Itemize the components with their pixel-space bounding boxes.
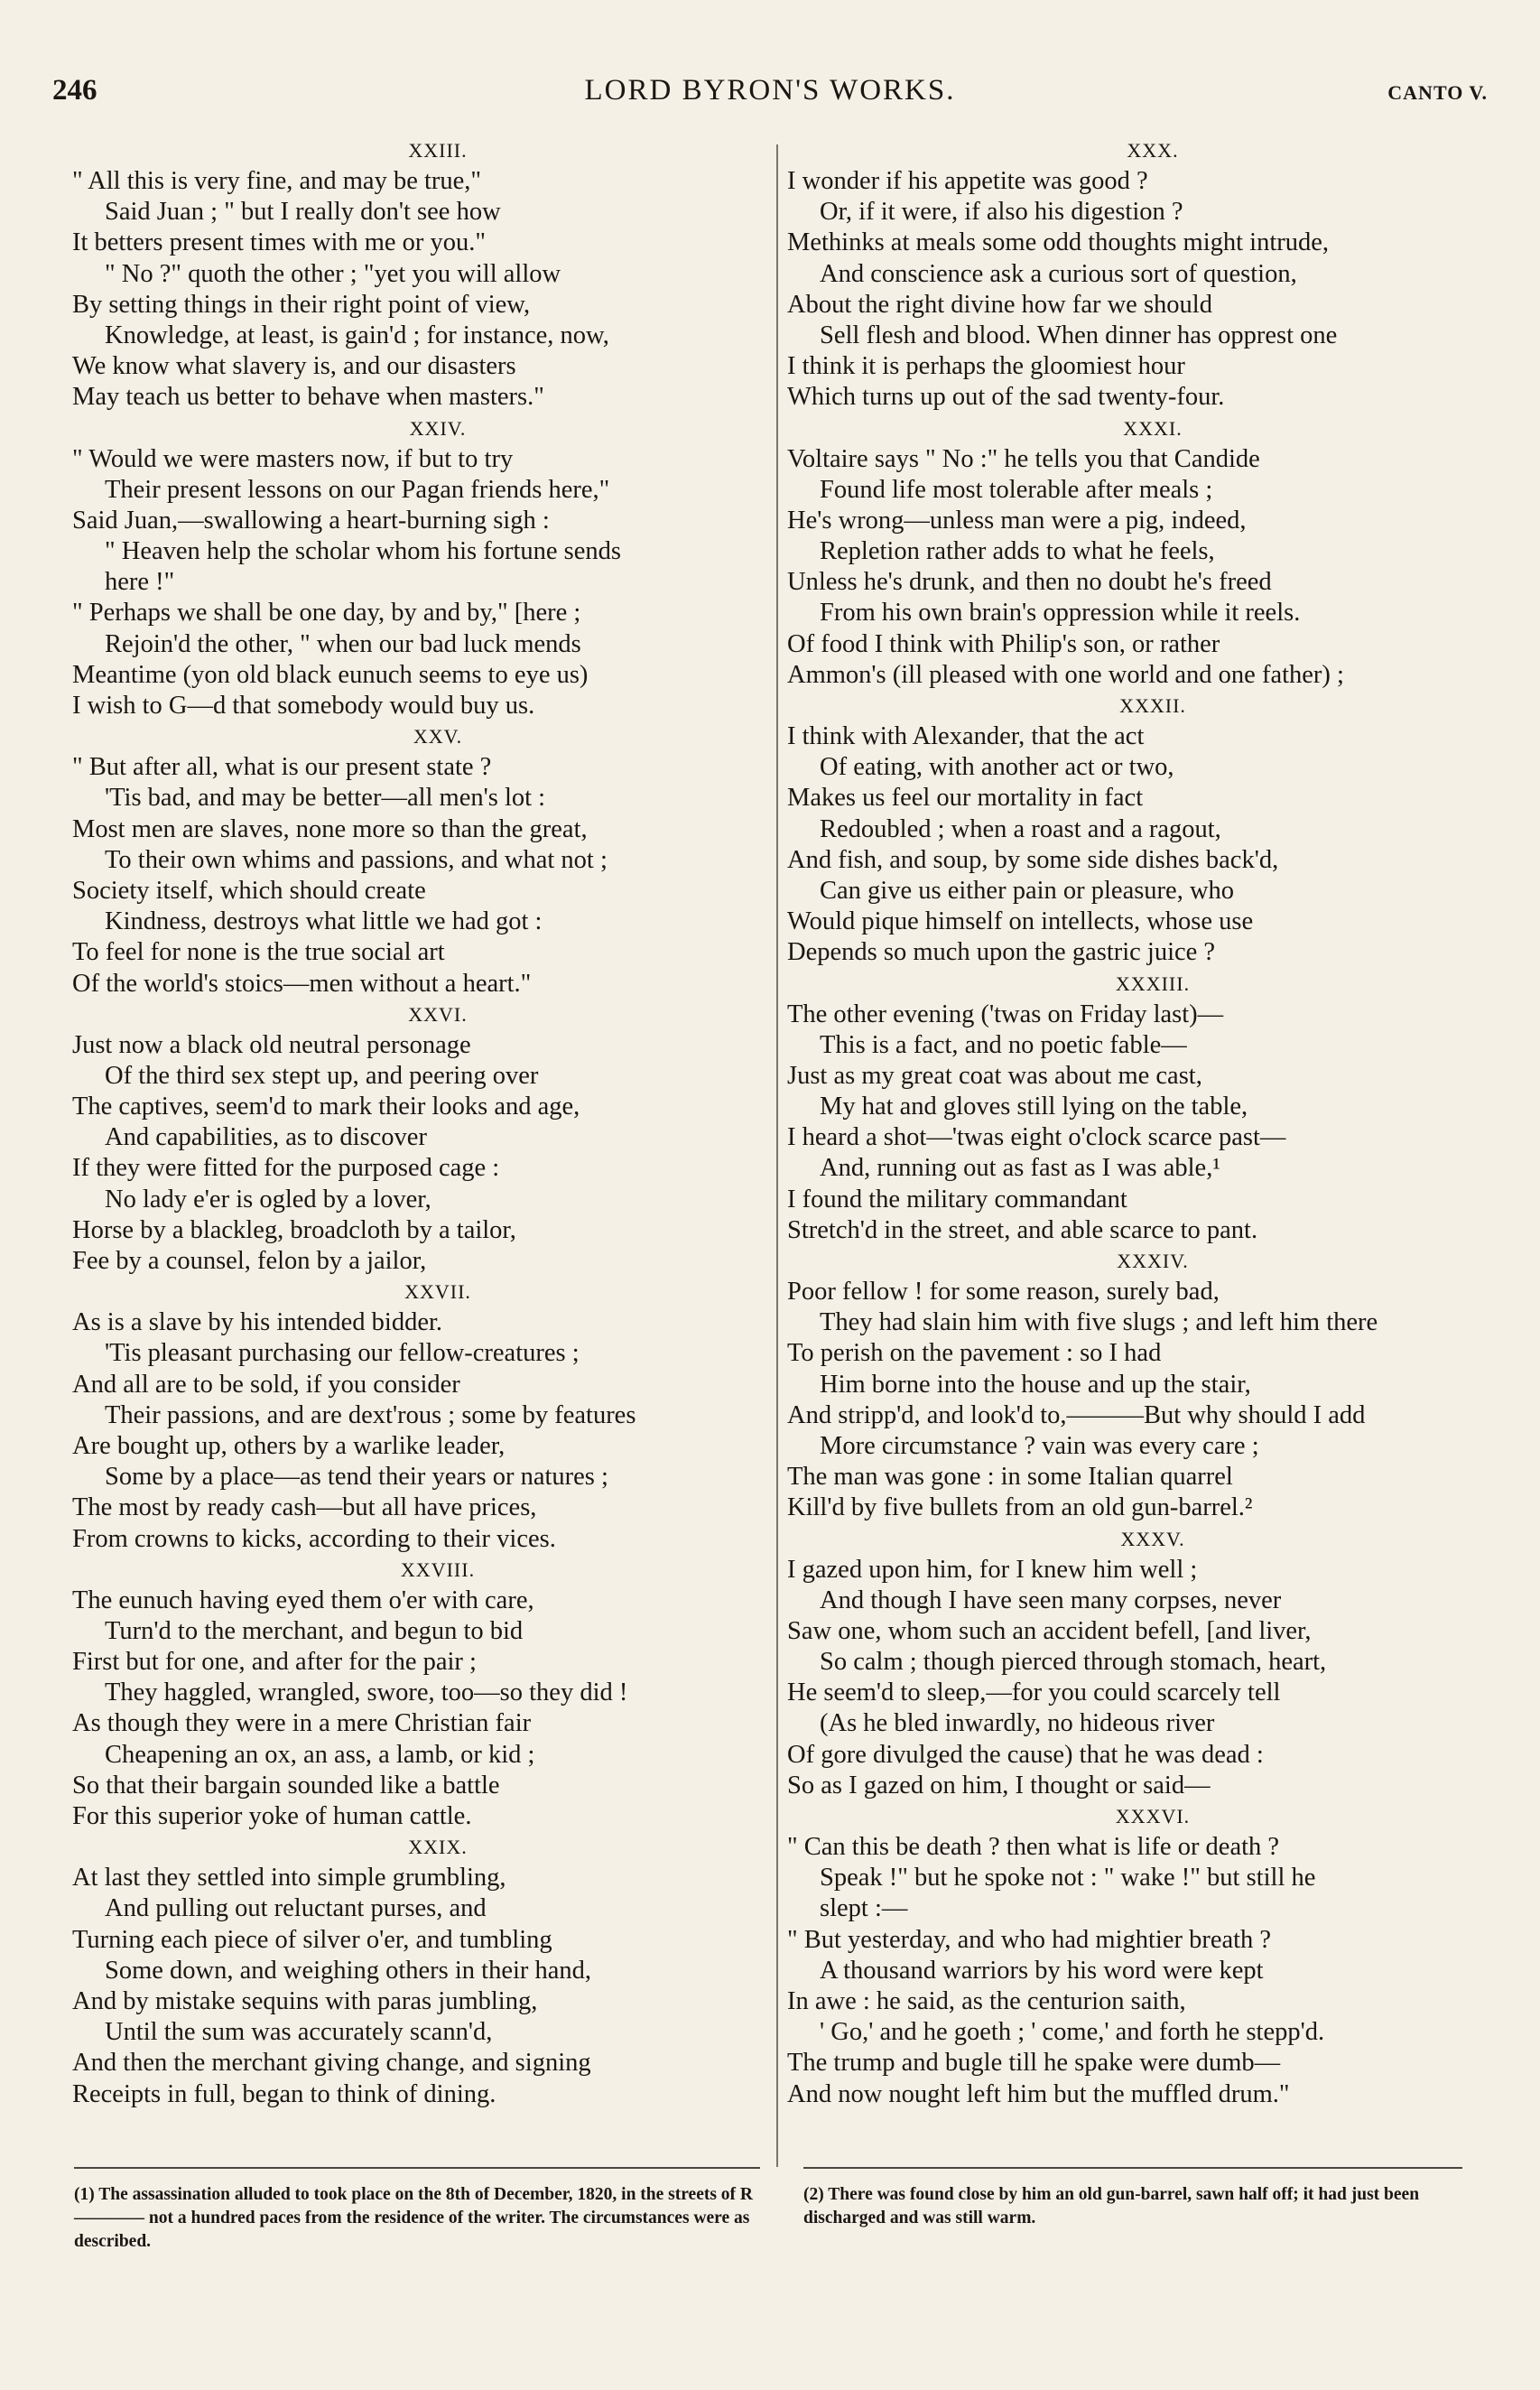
verse-line: Of the third sex stept up, and peering over (105, 1061, 539, 1090)
verse-line: May teach us better to behave when masters." (72, 383, 544, 412)
verse-line: Makes us feel our mortality in fact (787, 784, 1144, 813)
verse-line: Repletion rather adds to what he feels, (820, 537, 1215, 566)
verse-line: Are bought up, others by a warlike leader, (72, 1431, 506, 1460)
stanza-number: XXXIV. (1117, 1250, 1189, 1272)
verse-line: Receipts in full, began to think of dining. (72, 2079, 496, 2108)
stanza-number: XXVIII. (400, 1558, 476, 1581)
verse-line: Until the sum was accurately scann'd, (105, 2018, 493, 2047)
verse-line: Speak !" but he spoke not : " wake !" but still he (820, 1864, 1316, 1892)
verse-line: Sell flesh and blood. When dinner has opprest one (820, 321, 1338, 349)
footnote-left (74, 2183, 769, 2254)
verse-line: In awe : he said, as the centurion saith, (787, 1986, 1186, 2015)
footnote-rule-right (803, 2167, 1462, 2169)
verse-line: I heard a shot—'twas eight o'clock scarce past— (787, 1123, 1286, 1152)
verse-line: He seem'd to sleep,—for you could scarcely tell (787, 1679, 1281, 1707)
verse-line: " But yesterday, and who had mightier breath ? (787, 1925, 1272, 1954)
stanza-number: XXXI. (1123, 416, 1183, 440)
verse-line: Turn'd to the merchant, and begun to bid (105, 1616, 524, 1645)
verse-line: If they were fitted for the purposed cage : (72, 1154, 500, 1183)
verse-line: I wonder if his appetite was good ? (787, 167, 1148, 195)
verse-line: I think with Alexander, that the act (787, 722, 1145, 750)
page-number: 246 (52, 74, 97, 107)
verse-line: Which turns up out of the sad twenty-four. (787, 383, 1225, 412)
verse-line: Turning each piece of silver o'er, and tumbling (72, 1925, 552, 1954)
verse-line: And then the merchant giving change, and signing (72, 2049, 591, 2078)
verse-line: The man was gone : in some Italian quarrel (787, 1463, 1233, 1492)
stanza-number: XXXII. (1119, 694, 1186, 717)
stanza-number: XXIII. (408, 139, 468, 162)
verse-line: Saw one, whom such an accident befell, [and liver, (787, 1616, 1312, 1645)
verse-line: The other evening ('twas on Friday last)— (787, 1000, 1224, 1028)
verse-line: " Would we were masters now, if but to try (72, 444, 514, 473)
verse-line: He's wrong—unless man were a pig, indeed, (787, 506, 1247, 535)
verse-line: " But after all, what is our present state ? (72, 753, 492, 782)
verse-line: Can give us either pain or pleasure, who (820, 876, 1235, 905)
stanza-number: XXXIII. (1115, 972, 1191, 995)
verse-line: Would pique himself on intellects, whose use (787, 907, 1254, 936)
verse-line: The trump and bugle till he spake were dumb— (787, 2049, 1281, 2078)
footnote-rule-left (74, 2167, 760, 2169)
verse-line: My hat and gloves still lying on the table, (820, 1093, 1248, 1121)
verse-line: Poor fellow ! for some reason, surely bad, (787, 1278, 1220, 1306)
canto-label: CANTO V. (1387, 81, 1488, 104)
running-title: LORD BYRON'S WORKS. (584, 74, 956, 107)
verse-line: And fish, and soup, by some side dishes back'd, (787, 845, 1279, 874)
verse-line: ' Go,' and he goeth ; ' come,' and forth he stepp'd. (820, 2018, 1325, 2047)
verse-line: Unless he's drunk, and then no doubt he's freed (787, 568, 1272, 597)
verse-line: " Can this be death ? then what is life or death ? (787, 1833, 1280, 1861)
verse-line: To their own whims and passions, and what not ; (105, 845, 608, 874)
verse-line: And capabilities, as to discover (105, 1123, 427, 1152)
stanza-number: XXVII. (404, 1280, 471, 1304)
verse-line: Or, if it were, if also his digestion ? (820, 198, 1183, 227)
verse-line: 'Tis pleasant purchasing our fellow-creatures ; (105, 1339, 580, 1368)
verse-line: And conscience ask a curious sort of question, (820, 259, 1297, 288)
verse-line: Some down, and weighing others in their hand, (105, 1956, 592, 1985)
verse-line: So as I gazed on him, I thought or said— (787, 1771, 1211, 1799)
verse-line: A thousand warriors by his word were kept (820, 1956, 1264, 1985)
verse-line: Kill'd by five bullets from an old gun-barrel.² (787, 1493, 1253, 1522)
verse-line: Kindness, destroys what little we had got : (105, 907, 543, 936)
verse-line: Methinks at meals some odd thoughts might intrude, (787, 228, 1330, 257)
verse-line: " Heaven help the scholar whom his fortune sends (105, 537, 621, 566)
verse-line: No lady e'er is ogled by a lover, (105, 1185, 431, 1214)
verse-line: And by mistake sequins with paras jumbling, (72, 1986, 538, 2015)
verse-line: Most men are slaves, none more so than the great, (72, 814, 588, 843)
verse-line: And, running out as fast as I was able,¹ (820, 1154, 1220, 1183)
verse-line: To perish on the pavement : so I had (787, 1339, 1162, 1368)
verse-line: It betters present times with me or you." (72, 228, 487, 257)
verse-line: By setting things in their right point of view, (72, 290, 531, 319)
verse-line: Some by a place—as tend their years or natures ; (105, 1463, 608, 1492)
verse-line: Meantime (yon old black eunuch seems to eye us) (72, 660, 589, 689)
verse-line: About the right divine how far we should (787, 290, 1212, 319)
verse-line: Found life most tolerable after meals ; (820, 475, 1213, 504)
verse-line: Said Juan ; " but I really don't see how (105, 198, 501, 227)
page-header (52, 74, 1488, 114)
stanza-number: XXXV. (1120, 1527, 1185, 1550)
stanza-number: XXX. (1127, 139, 1179, 162)
verse-line: From crowns to kicks, according to their vices. (72, 1524, 556, 1553)
verse-line: Stretch'd in the street, and able scarce to pant. (787, 1215, 1258, 1244)
verse-line: " No ?" quoth the other ; "yet you will allow (105, 259, 561, 288)
verse-line: Depends so much upon the gastric juice ? (787, 938, 1216, 967)
stanza-number: XXXVI. (1115, 1805, 1191, 1827)
verse-line: Just as my great coat was about me cast, (787, 1061, 1202, 1090)
verse-line: And though I have seen many corpses, never (820, 1586, 1282, 1614)
verse-line: Of the world's stoics—men without a heart." (72, 969, 532, 998)
verse-line: Of gore divulged the cause) that he was dead : (787, 1740, 1264, 1769)
verse-line: So that their bargain sounded like a battle (72, 1771, 500, 1799)
verse-line: At last they settled into simple grumbling, (72, 1864, 506, 1892)
column-divider (776, 144, 778, 2167)
verse-line: And pulling out reluctant purses, and (105, 1894, 487, 1923)
verse-line: Their present lessons on our Pagan friends here," (105, 475, 610, 504)
verse-line: Just now a black old neutral personage (72, 1030, 471, 1059)
verse-line: slept :— (820, 1894, 908, 1923)
verse-line: And now nought left him but the muffled drum." (787, 2079, 1290, 2108)
verse-line: Said Juan,—swallowing a heart-burning sigh : (72, 506, 550, 535)
verse-line: They had slain him with five slugs ; and left him there (820, 1308, 1378, 1337)
verse-line: I wish to G—d that somebody would buy us. (72, 692, 535, 720)
verse-line: I think it is perhaps the gloomiest hour (787, 352, 1185, 381)
stanza-number: XXV. (413, 725, 463, 749)
verse-line: Horse by a blackleg, broadcloth by a tailor, (72, 1215, 516, 1244)
verse-line: First but for one, and after for the pair ; (72, 1648, 477, 1677)
verse-line: Society itself, which should create (72, 876, 426, 905)
verse-line: Of food I think with Philip's son, or rather (787, 629, 1220, 658)
verse-line: The most by ready cash—but all have prices, (72, 1493, 537, 1522)
footnote-text: (1) The assassination alluded to took place on the 8th of December, 1820, in the streets of R———— not a hundred paces from the residence of the writer. The circumstances were as described. (74, 2185, 754, 2251)
verse-line: Ammon's (ill pleased with one world and one father) ; (787, 660, 1344, 689)
verse-line: here !" (105, 568, 175, 597)
verse-line: Of eating, with another act or two, (820, 753, 1174, 782)
verse-line: Him borne into the house and up the stair, (820, 1370, 1251, 1399)
verse-line: And all are to be sold, if you consider (72, 1370, 460, 1399)
verse-line: Knowledge, at least, is gain'd ; for instance, now, (105, 321, 609, 349)
verse-line: As is a slave by his intended bidder. (72, 1308, 443, 1337)
verse-line: Cheapening an ox, an ass, a lamb, or kid ; (105, 1740, 535, 1769)
verse-line: Their passions, and are dext'rous ; some by features (105, 1400, 636, 1429)
footnote-right (803, 2183, 1471, 2230)
verse-line: More circumstance ? vain was every care ; (820, 1431, 1259, 1460)
left-column (72, 135, 767, 2110)
verse-line: For this superior yoke of human cattle. (72, 1802, 472, 1830)
verse-line: I gazed upon him, for I knew him well ; (787, 1555, 1198, 1584)
verse-line: Rejoin'd the other, " when our bad luck mends (105, 629, 581, 658)
stanza-number: XXIX. (408, 1836, 468, 1859)
verse-line: I found the military commandant (787, 1185, 1127, 1214)
verse-line: To feel for none is the true social art (72, 938, 445, 967)
stanza-number: XXIV. (409, 416, 467, 440)
verse-line: From his own brain's oppression while it reels. (820, 599, 1301, 628)
verse-line: 'Tis bad, and may be better—all men's lot : (105, 784, 546, 813)
verse-line: Redoubled ; when a roast and a ragout, (820, 814, 1221, 843)
footnote-text: (2) There was found close by him an old gun-barrel, sawn half off; it had just been discharged and was still warm. (803, 2185, 1420, 2227)
verse-line: " All this is very fine, and may be true," (72, 167, 482, 195)
verse-line: The captives, seem'd to mark their looks and age, (72, 1093, 580, 1121)
verse-line: " Perhaps we shall be one day, by and by," [here ; (72, 599, 581, 628)
verse-line: (As he bled inwardly, no hideous river (820, 1709, 1215, 1738)
verse-line: This is a fact, and no poetic fable— (820, 1030, 1187, 1059)
verse-line: They haggled, wrangled, swore, too—so they did ! (105, 1679, 628, 1707)
stanza-number: XXVI. (408, 1002, 468, 1026)
verse-line: Fee by a counsel, felon by a jailor, (72, 1247, 427, 1275)
verse-line: And stripp'd, and look'd to,———But why should I add (787, 1400, 1366, 1429)
verse-line: As though they were in a mere Christian fair (72, 1709, 532, 1738)
right-column (787, 135, 1482, 2110)
verse-line: The eunuch having eyed them o'er with care, (72, 1586, 534, 1614)
verse-line: We know what slavery is, and our disasters (72, 352, 516, 381)
verse-line: Voltaire says " No :" he tells you that Candide (787, 444, 1260, 473)
verse-line: So calm ; though pierced through stomach, heart, (820, 1648, 1327, 1677)
